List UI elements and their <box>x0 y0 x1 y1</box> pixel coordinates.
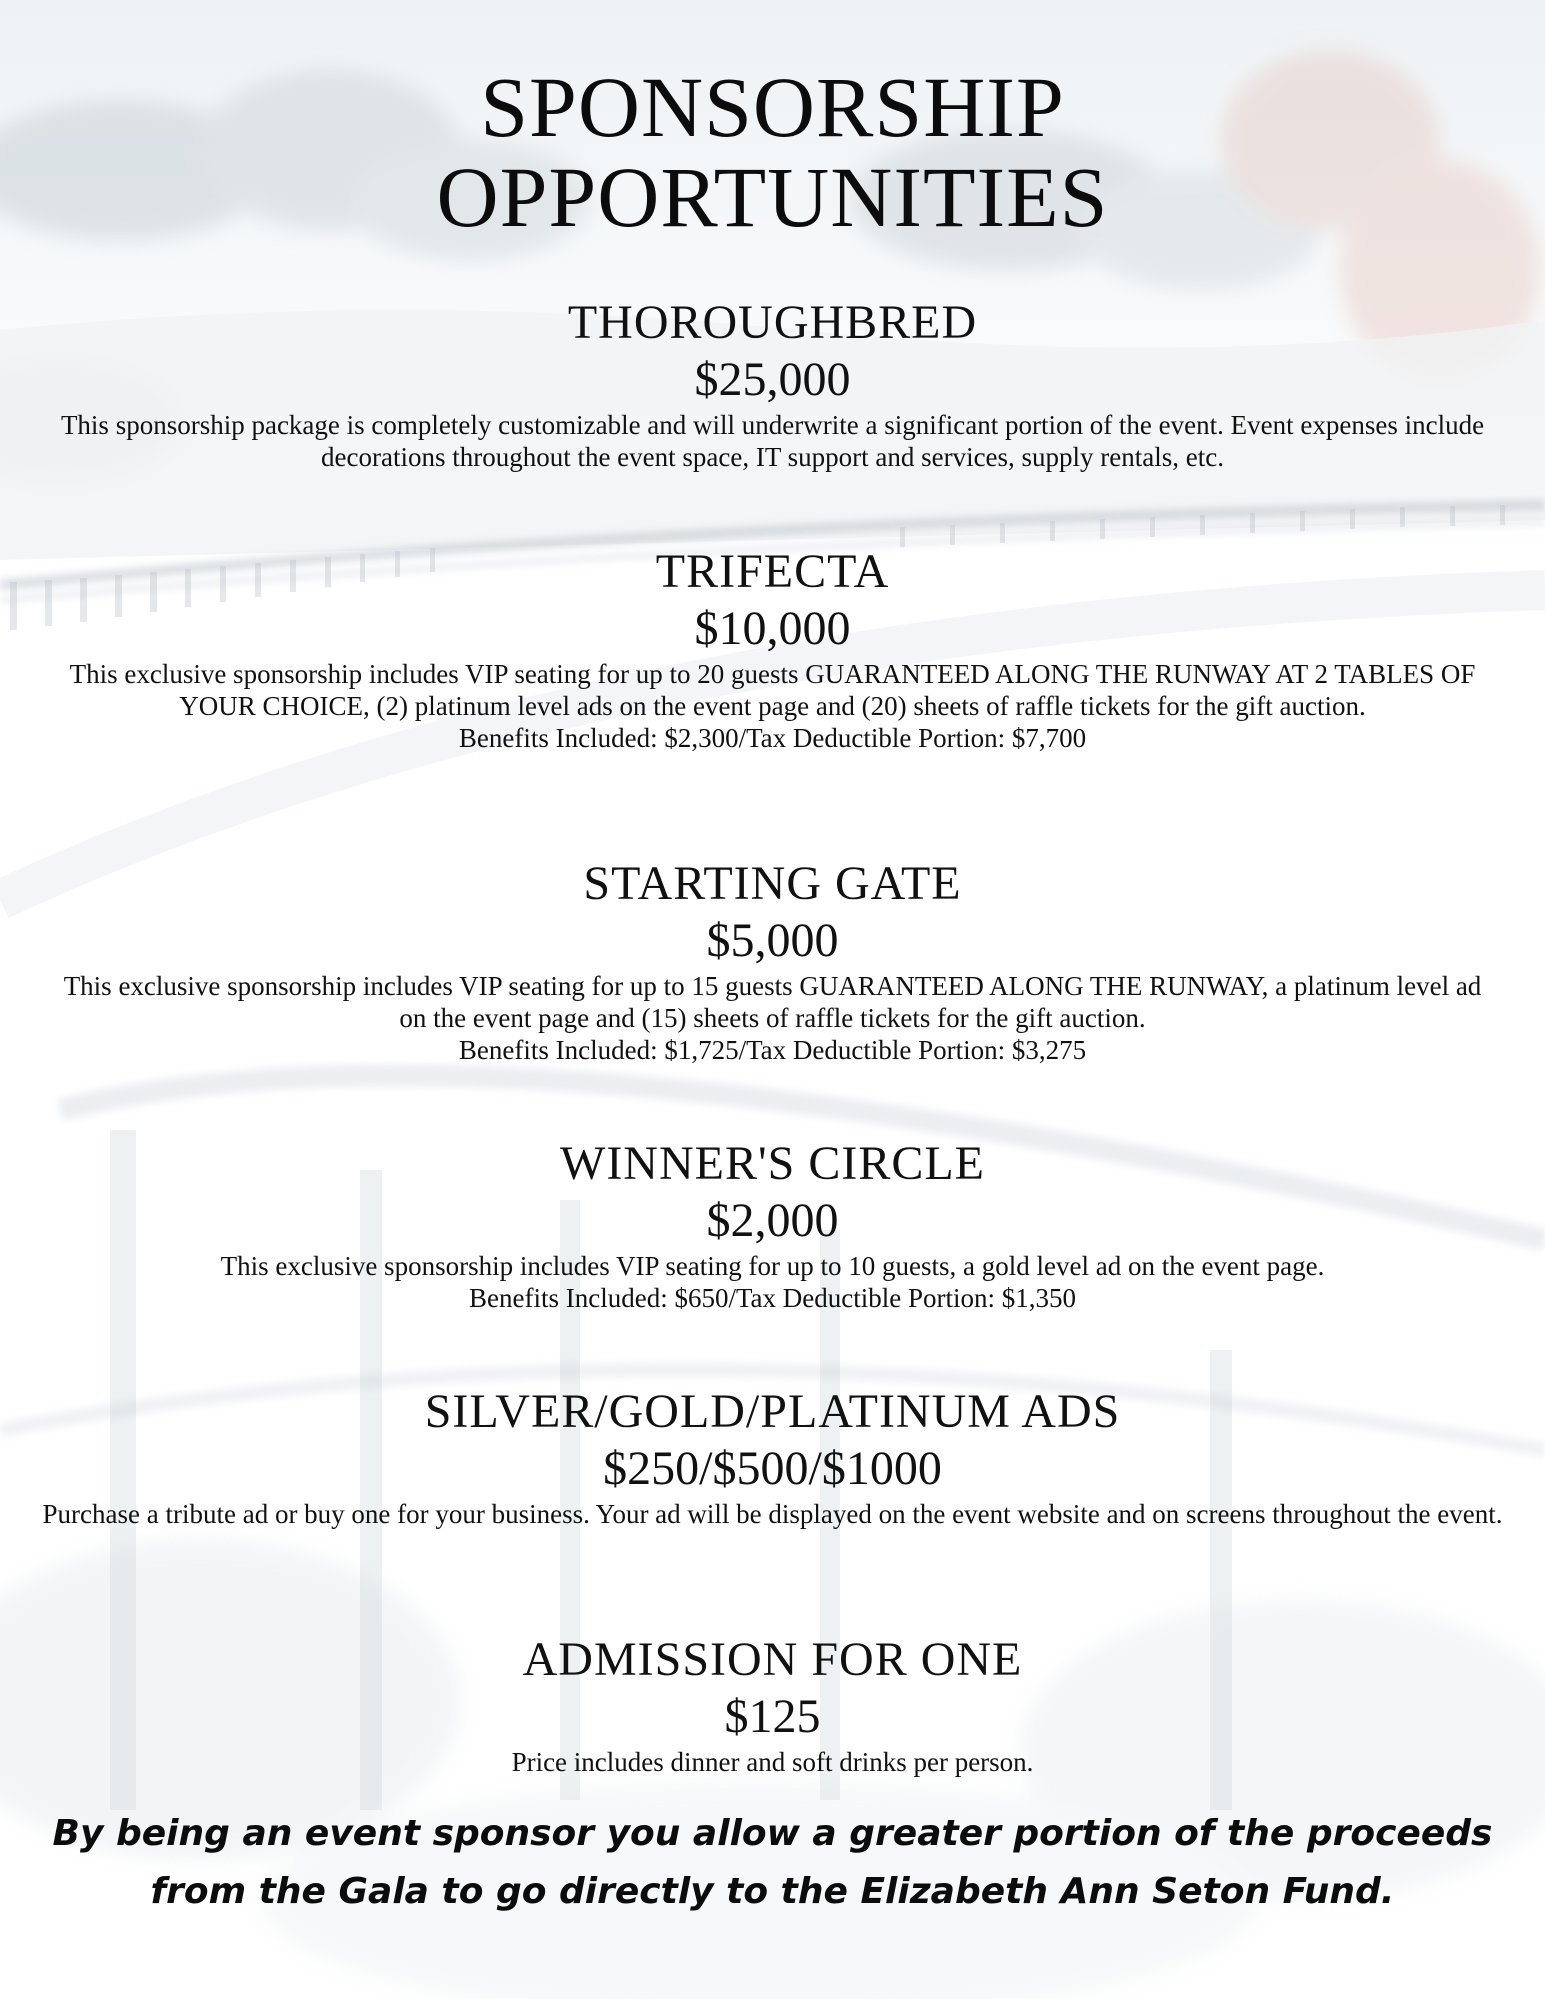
tier-name: ADMISSION FOR ONE <box>522 1633 1023 1686</box>
tier-benefits: Benefits Included: $2,300/Tax Deductible Portion: $7,700 <box>458 723 1087 753</box>
tier-name: TRIFECTA <box>655 545 890 598</box>
tier-description: This sponsorship package is completely customizable and will underwrite a significant portion of the event. Event expenses include decorations throughout the event space, IT support and services, supply rentals, etc. <box>60 410 1485 472</box>
tier-name: WINNER'S CIRCLE <box>560 1137 985 1190</box>
tier-benefits: Benefits Included: $650/Tax Deductible Portion: $1,350 <box>469 1283 1076 1313</box>
tier-ads <box>0 1384 1545 1530</box>
title-line-2: OPPORTUNITIES <box>436 149 1109 245</box>
tier-starting-gate <box>0 856 1545 1066</box>
tier-thoroughbred <box>0 295 1545 473</box>
closing-line-1: By being an event sponsor you allow a greater portion of the proceeds <box>52 1813 1493 1854</box>
title-line-1: SPONSORSHIP <box>480 59 1065 155</box>
closing-statement <box>0 1805 1545 1921</box>
tier-price: $5,000 <box>706 914 839 967</box>
tier-price: $125 <box>724 1690 821 1743</box>
closing-line-2: from the Gala to go directly to the Elizabeth Ann Seton Fund. <box>150 1871 1395 1912</box>
tier-price: $25,000 <box>694 353 851 406</box>
tier-winners-circle <box>0 1136 1545 1314</box>
tier-description: Price includes dinner and soft drinks per person. <box>511 1747 1034 1777</box>
tier-benefits: Benefits Included: $1,725/Tax Deductible Portion: $3,275 <box>458 1035 1087 1065</box>
tier-description: This exclusive sponsorship includes VIP seating for up to 20 guests GUARANTEED ALONG THE RUNWAY AT 2 TABLES OF YOUR CHOICE, (2) platinum level ads on the event page and (20) sheets of raffle tickets for the gift auction. <box>69 659 1476 721</box>
tier-description: This exclusive sponsorship includes VIP seating for up to 15 guests GUARANTEED ALONG THE RUNWAY, a platinum level ad on the event page and (15) sheets of raffle tickets for the gift auction. <box>63 971 1482 1033</box>
tier-admission <box>0 1632 1545 1778</box>
tier-name: SILVER/GOLD/PLATINUM ADS <box>424 1385 1121 1438</box>
tier-name: STARTING GATE <box>583 857 962 910</box>
tier-price: $2,000 <box>706 1194 839 1247</box>
tier-price: $10,000 <box>694 602 851 655</box>
tier-description: This exclusive sponsorship includes VIP seating for up to 10 guests, a gold level ad on the event page. <box>220 1251 1325 1281</box>
tier-trifecta <box>0 544 1545 754</box>
tier-name: THOROUGHBRED <box>567 296 978 349</box>
page-title <box>0 59 1545 245</box>
tier-description: Purchase a tribute ad or buy one for your business. Your ad will be displayed on the event website and on screens throughout the event. <box>42 1499 1503 1529</box>
tier-price: $250/$500/$1000 <box>603 1442 942 1495</box>
